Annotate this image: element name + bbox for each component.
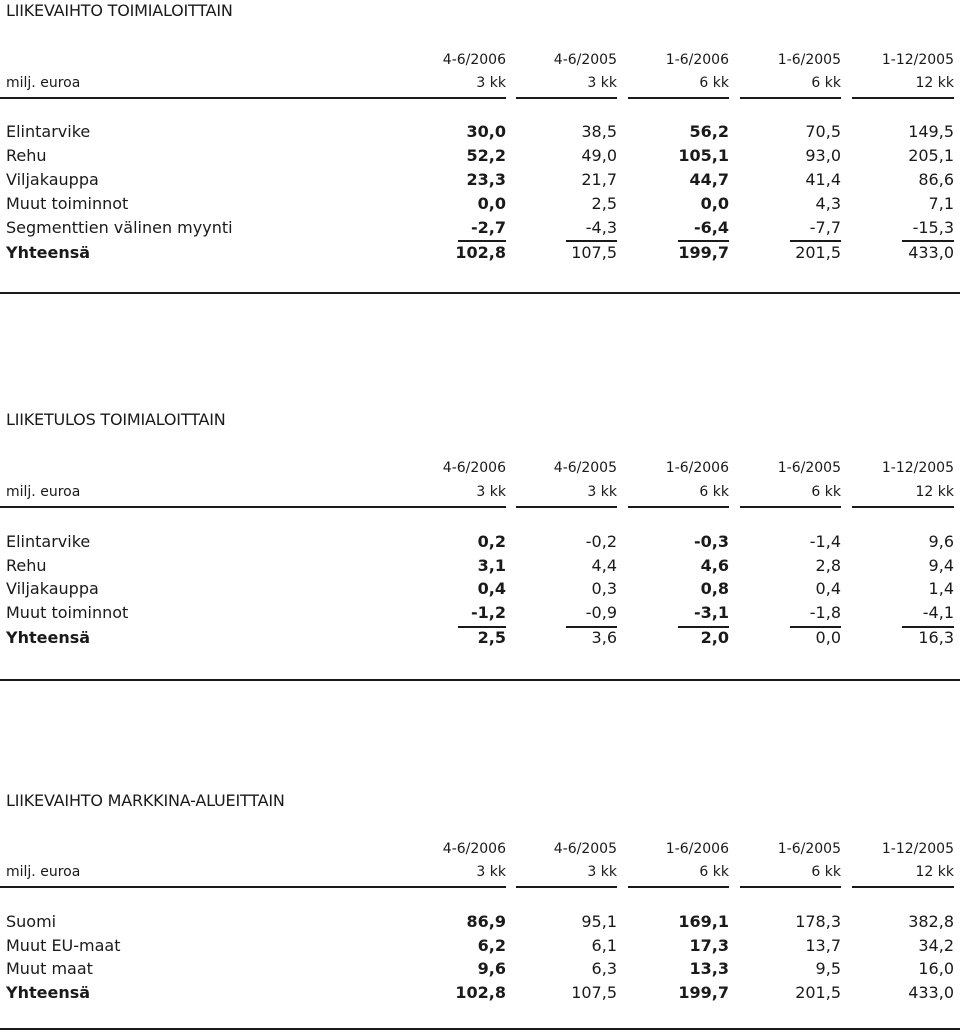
- cell-value: 0,4: [815, 579, 841, 598]
- cell-value: 6,2: [477, 936, 506, 955]
- cell-value: 38,5: [581, 122, 617, 141]
- header-duration: 6 kk: [699, 75, 729, 91]
- header-duration: 3 kk: [587, 75, 617, 91]
- table-row: [0, 122, 960, 144]
- header-period: 4-6/2005: [553, 52, 617, 68]
- header-rule: [516, 886, 617, 888]
- header-rule: [516, 97, 617, 99]
- total-value: 199,7: [678, 243, 729, 262]
- cell-value: 0,2: [477, 532, 506, 551]
- header-period: 1-12/2005: [881, 52, 954, 68]
- table-row: [0, 579, 960, 601]
- cell-value: 4,3: [815, 194, 841, 213]
- cell-value: 23,3: [466, 170, 506, 189]
- header-periods-row: [0, 841, 960, 863]
- cell-value: 44,7: [689, 170, 729, 189]
- cell-value: 9,6: [477, 959, 506, 978]
- total-value: 201,5: [795, 983, 841, 1002]
- total-value: 107,5: [571, 983, 617, 1002]
- header-rule: [852, 886, 954, 888]
- header-rule: [0, 97, 506, 99]
- cell-value: 205,1: [908, 146, 954, 165]
- cell-value: -0,3: [694, 532, 729, 551]
- table-row: [0, 194, 960, 216]
- cell-value: 30,0: [466, 122, 506, 141]
- cell-value: 0,3: [591, 579, 617, 598]
- header-duration: 3 kk: [476, 75, 506, 91]
- subtotal-rule: [678, 240, 729, 242]
- subtotal-rule: [902, 240, 954, 242]
- cell-value: -3,1: [694, 603, 729, 622]
- cell-value: 0,8: [700, 579, 729, 598]
- row-label: Rehu: [6, 146, 47, 165]
- header-duration: 6 kk: [811, 75, 841, 91]
- cell-value: 4,6: [700, 556, 729, 575]
- cell-value: 9,5: [815, 959, 841, 978]
- row-label: Elintarvike: [6, 122, 91, 141]
- subtotal-rule: [790, 240, 841, 242]
- section-divider: [0, 1028, 960, 1030]
- header-duration: 12 kk: [915, 75, 954, 91]
- cell-value: 382,8: [908, 912, 954, 931]
- header-periods-row: [0, 52, 960, 74]
- header-period: 4-6/2006: [442, 841, 506, 857]
- table-row: [0, 170, 960, 192]
- unit-label: milj. euroa: [6, 864, 81, 880]
- header-duration: 6 kk: [811, 484, 841, 500]
- cell-value: -7,7: [809, 218, 841, 237]
- header-duration: 6 kk: [699, 864, 729, 880]
- row-label: Muut maat: [6, 959, 93, 978]
- header-period: 4-6/2005: [553, 460, 617, 476]
- total-value: 433,0: [908, 243, 954, 262]
- header-rule: [516, 506, 617, 508]
- cell-value: 0,0: [700, 194, 729, 213]
- cell-value: 2,8: [815, 556, 841, 575]
- header-duration: 3 kk: [587, 864, 617, 880]
- header-rule: [628, 506, 729, 508]
- header-duration: 3 kk: [587, 484, 617, 500]
- header-period: 1-12/2005: [881, 460, 954, 476]
- cell-value: 13,7: [805, 936, 841, 955]
- cell-value: -4,1: [922, 603, 954, 622]
- header-duration: 6 kk: [811, 864, 841, 880]
- cell-value: 149,5: [908, 122, 954, 141]
- total-value: 107,5: [571, 243, 617, 262]
- section-divider: [0, 292, 960, 294]
- total-value: 102,8: [455, 983, 506, 1002]
- row-label: Muut EU-maat: [6, 936, 121, 955]
- header-period: 1-6/2006: [665, 460, 729, 476]
- cell-value: 86,9: [466, 912, 506, 931]
- total-row: [0, 983, 960, 1005]
- header-period: 1-6/2005: [777, 52, 841, 68]
- row-label: Muut toiminnot: [6, 194, 129, 213]
- table-row: [0, 146, 960, 168]
- row-label: Viljakauppa: [6, 579, 99, 598]
- table-row: [0, 912, 960, 934]
- total-value: 433,0: [908, 983, 954, 1002]
- total-label: Yhteensä: [6, 628, 91, 647]
- cell-value: 3,1: [477, 556, 506, 575]
- cell-value: 93,0: [805, 146, 841, 165]
- section-title: LIIKEVAIHTO MARKKINA-ALUEITTAIN: [6, 791, 285, 810]
- cell-value: 9,6: [928, 532, 954, 551]
- header-rule: [740, 97, 841, 99]
- cell-value: 4,4: [591, 556, 617, 575]
- cell-value: 95,1: [581, 912, 617, 931]
- header-period: 4-6/2006: [442, 460, 506, 476]
- header-period: 1-12/2005: [881, 841, 954, 857]
- header-period: 1-6/2006: [665, 52, 729, 68]
- cell-value: -0,2: [585, 532, 617, 551]
- unit-label: milj. euroa: [6, 75, 81, 91]
- section-title: LIIKETULOS TOIMIALOITTAIN: [6, 410, 226, 429]
- total-label: Yhteensä: [6, 243, 91, 262]
- header-rule: [628, 886, 729, 888]
- header-duration: 3 kk: [476, 484, 506, 500]
- cell-value: 49,0: [581, 146, 617, 165]
- cell-value: -1,8: [809, 603, 841, 622]
- total-value: 3,6: [591, 628, 617, 647]
- row-label: Rehu: [6, 556, 47, 575]
- total-value: 201,5: [795, 243, 841, 262]
- header-periods-row: [0, 460, 960, 482]
- section-divider: [0, 679, 960, 681]
- total-row: [0, 628, 960, 650]
- cell-value: -4,3: [585, 218, 617, 237]
- cell-value: 41,4: [805, 170, 841, 189]
- header-rule: [0, 886, 506, 888]
- total-row: [0, 243, 960, 265]
- cell-value: 17,3: [689, 936, 729, 955]
- row-label: Segmenttien välinen myynti: [6, 218, 233, 237]
- cell-value: 52,2: [466, 146, 506, 165]
- header-duration: 12 kk: [915, 864, 954, 880]
- cell-value: -1,4: [809, 532, 841, 551]
- total-value: 2,5: [477, 628, 506, 647]
- row-label: Muut toiminnot: [6, 603, 129, 622]
- cell-value: -15,3: [912, 218, 954, 237]
- total-value: 0,0: [815, 628, 841, 647]
- header-rule: [852, 97, 954, 99]
- cell-value: 1,4: [928, 579, 954, 598]
- subtotal-rule: [566, 240, 617, 242]
- cell-value: 21,7: [581, 170, 617, 189]
- cell-value: 34,2: [918, 936, 954, 955]
- header-duration: 3 kk: [476, 864, 506, 880]
- total-value: 102,8: [455, 243, 506, 262]
- cell-value: 7,1: [928, 194, 954, 213]
- cell-value: 169,1: [678, 912, 729, 931]
- unit-label: milj. euroa: [6, 484, 81, 500]
- table-row: [0, 218, 960, 240]
- total-label: Yhteensä: [6, 983, 91, 1002]
- cell-value: -1,2: [471, 603, 506, 622]
- cell-value: -2,7: [471, 218, 506, 237]
- table-row: [0, 556, 960, 578]
- header-period: 4-6/2006: [442, 52, 506, 68]
- cell-value: 56,2: [689, 122, 729, 141]
- cell-value: 0,4: [477, 579, 506, 598]
- cell-value: 86,6: [918, 170, 954, 189]
- row-label: Suomi: [6, 912, 57, 931]
- header-duration-row: [0, 75, 960, 97]
- cell-value: 6,1: [591, 936, 617, 955]
- total-value: 2,0: [700, 628, 729, 647]
- total-value: 199,7: [678, 983, 729, 1002]
- cell-value: 16,0: [918, 959, 954, 978]
- header-period: 1-6/2005: [777, 460, 841, 476]
- table-row: [0, 603, 960, 625]
- cell-value: 70,5: [805, 122, 841, 141]
- header-period: 1-6/2006: [665, 841, 729, 857]
- section-title: LIIKEVAIHTO TOIMIALOITTAIN: [6, 1, 233, 20]
- header-rule: [740, 506, 841, 508]
- subtotal-rule: [458, 240, 506, 242]
- cell-value: 2,5: [591, 194, 617, 213]
- header-duration-row: [0, 864, 960, 886]
- header-period: 4-6/2005: [553, 841, 617, 857]
- row-label: Viljakauppa: [6, 170, 99, 189]
- cell-value: 13,3: [689, 959, 729, 978]
- cell-value: 6,3: [591, 959, 617, 978]
- cell-value: -6,4: [694, 218, 729, 237]
- table-row: [0, 532, 960, 554]
- total-value: 16,3: [918, 628, 954, 647]
- cell-value: -0,9: [585, 603, 617, 622]
- header-rule: [0, 506, 506, 508]
- header-period: 1-6/2005: [777, 841, 841, 857]
- table-row: [0, 959, 960, 981]
- cell-value: 9,4: [928, 556, 954, 575]
- header-duration: 12 kk: [915, 484, 954, 500]
- header-duration-row: [0, 484, 960, 506]
- header-rule: [628, 97, 729, 99]
- table-row: [0, 936, 960, 958]
- header-rule: [852, 506, 954, 508]
- cell-value: 178,3: [795, 912, 841, 931]
- row-label: Elintarvike: [6, 532, 91, 551]
- cell-value: 0,0: [477, 194, 506, 213]
- header-rule: [740, 886, 841, 888]
- cell-value: 105,1: [678, 146, 729, 165]
- header-duration: 6 kk: [699, 484, 729, 500]
